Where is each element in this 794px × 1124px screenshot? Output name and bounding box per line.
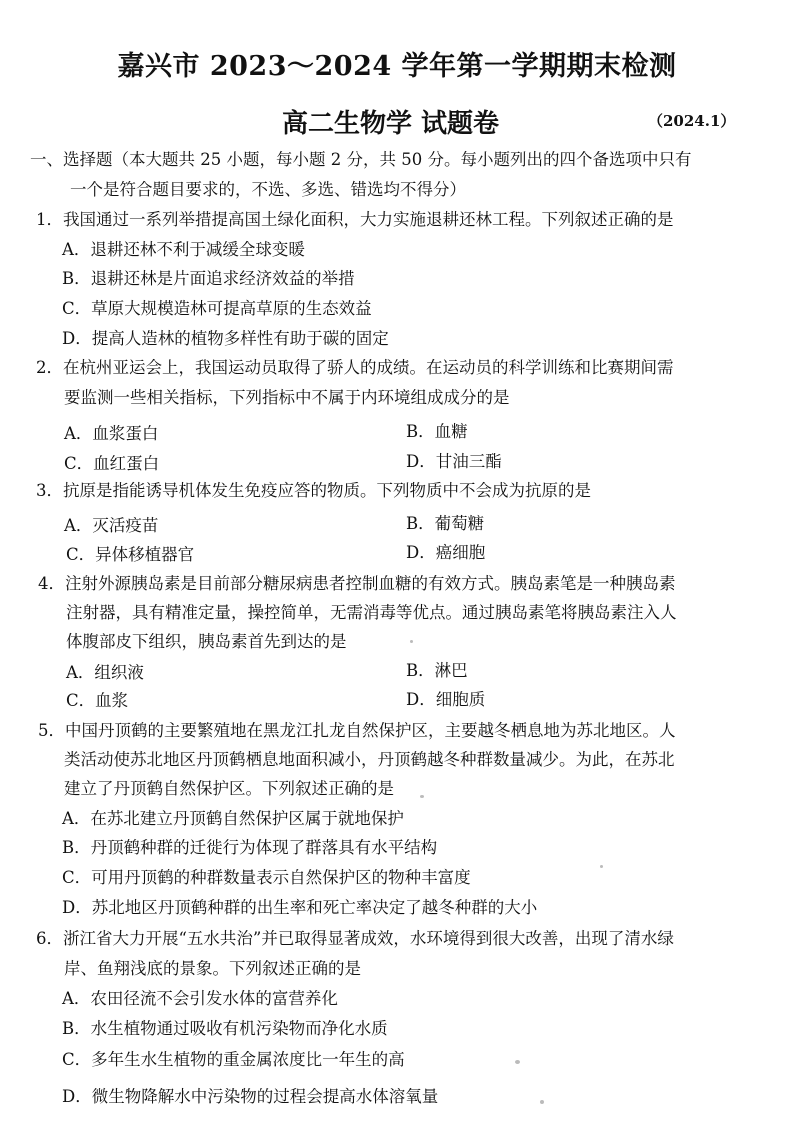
scan-speck [540,1100,544,1104]
question-5-stem-line-2: 类活动使苏北地区丹顶鹤栖息地面积减小，丹顶鹤越冬种群数量减少。为此，在苏北 [64,750,675,769]
question-6-stem-line-1: 6．浙江省大力开展“五水共治”并已取得显著成效，水环境得到很大改善，出现了清水绿 [36,929,674,948]
question-5-option-a: A．在苏北建立丹顶鹤自然保护区属于就地保护 [62,809,404,828]
scan-speck [600,865,603,868]
question-2-option-d: D．甘油三酯 [406,452,502,471]
question-2-option-c: C．血红蛋白 [64,454,160,473]
question-3-option-c: C．异体移植器官 [66,545,195,564]
question-3-option-a: A．灭活疫苗 [64,516,159,535]
question-2-option-b: B．血糖 [406,422,468,441]
scan-speck [515,1060,520,1064]
question-6-stem-line-2: 岸、鱼翔浅底的景象。下列叙述正确的是 [64,959,361,978]
section-heading-continued: 一个是符合题目要求的，不选、多选、错选均不得分） [70,180,466,199]
question-1-stem: 1．我国通过一系列举措提高国土绿化面积，大力实施退耕还林工程。下列叙述正确的是 [36,210,674,229]
exam-title: 嘉兴市 2023～2024 学年第一学期期末检测 [117,51,677,82]
question-3-option-d: D．癌细胞 [406,543,486,562]
question-4-option-d: D．细胞质 [406,690,486,709]
question-2-stem-line-1: 2．在杭州亚运会上，我国运动员取得了骄人的成绩。在运动员的科学训练和比赛期间需 [36,358,674,377]
question-5-stem-line-3: 建立了丹顶鹤自然保护区。下列叙述正确的是 [64,779,394,798]
question-5-option-c: C．可用丹顶鹤的种群数量表示自然保护区的物种丰富度 [62,868,471,887]
question-4-option-b: B．淋巴 [406,661,468,680]
question-1-option-b: B．退耕还林是片面追求经济效益的举措 [62,269,355,288]
scan-speck [410,640,413,643]
question-1-option-c: C．草原大规模造林可提高草原的生态效益 [62,299,372,318]
exam-date: （2024.1） [648,112,736,130]
question-6-option-b: B．水生植物通过吸收有机污染物而净化水质 [62,1019,388,1038]
question-5-option-b: B．丹顶鹤种群的迁徙行为体现了群落具有水平结构 [62,838,438,857]
question-1-option-d: D．提高人造林的植物多样性有助于碳的固定 [62,329,389,348]
question-4-stem-line-2: 注射器，具有精准定量，操控简单，无需消毒等优点。通过胰岛素笔将胰岛素注入人 [66,603,677,622]
question-6-option-a: A．农田径流不会引发水体的富营养化 [62,989,338,1008]
question-1-option-a: A．退耕还林不利于减缓全球变暖 [62,240,305,259]
question-4-option-c: C．血浆 [66,691,129,710]
question-3-option-b: B．葡萄糖 [406,514,485,533]
question-2-option-a: A．血浆蛋白 [64,424,159,443]
question-4-option-a: A．组织液 [66,663,144,682]
scan-speck [420,795,424,798]
section-heading: 一、选择题（本大题共 25 小题，每小题 2 分，共 50 分。每小题列出的四个备选项中只有 [30,150,692,169]
exam-subtitle: 高二生物学 试题卷 [282,109,500,139]
question-3-stem: 3．抗原是指能诱导机体发生免疫应答的物质。下列物质中不会成为抗原的是 [36,481,591,500]
question-5-stem-line-1: 5．中国丹顶鹤的主要繁殖地在黑龙江扎龙自然保护区，主要越冬栖息地为苏北地区。人 [38,721,676,740]
question-4-stem-line-1: 4．注射外源胰岛素是目前部分糖尿病患者控制血糖的有效方式。胰岛素笔是一种胰岛素 [38,574,676,593]
question-2-stem-line-2: 要监测一些相关指标，下列指标中不属于内环境组成成分的是 [64,388,510,407]
question-6-option-d: D．微生物降解水中污染物的过程会提高水体溶氧量 [62,1087,439,1106]
question-4-stem-line-3: 体腹部皮下组织，胰岛素首先到达的是 [66,632,347,651]
question-6-option-c: C．多年生水生植物的重金属浓度比一年生的高 [62,1050,405,1069]
question-5-option-d: D．苏北地区丹顶鹤种群的出生率和死亡率决定了越冬种群的大小 [62,898,538,917]
